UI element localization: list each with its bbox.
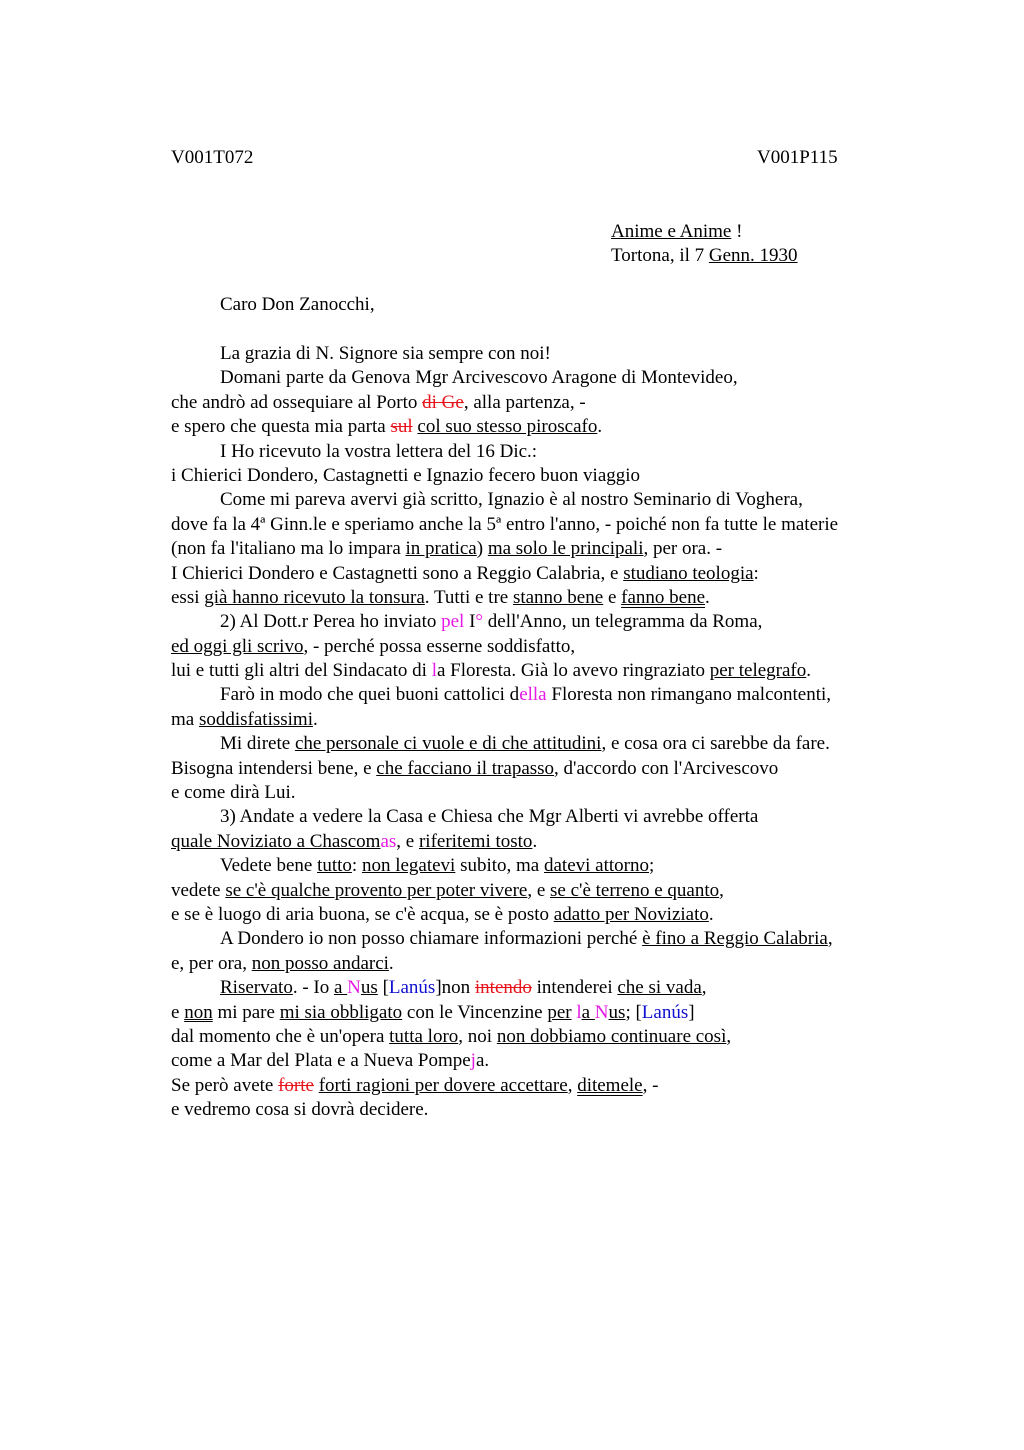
text-segment: .: [806, 660, 812, 682]
text-segment: . Tutti e tre: [424, 586, 513, 608]
salutation: Caro Don Zanocchi,: [220, 294, 375, 315]
letter-line: [171, 854, 931, 878]
text-segment: :: [351, 855, 362, 877]
text-segment: , e: [527, 879, 551, 901]
text-segment: .: [597, 416, 603, 438]
text-segment: ,: [726, 1025, 732, 1047]
letter-line: [171, 635, 931, 659]
letter-line: [171, 342, 931, 366]
letter-line: [171, 610, 931, 634]
text-segment: ella: [519, 684, 547, 706]
text-segment: I Ho ricevuto la vostra lettera del 16 Dic.:: [220, 440, 538, 462]
letter-line: [171, 952, 931, 976]
letter-line: [171, 805, 931, 829]
text-segment: , noi: [458, 1025, 497, 1047]
text-segment: Riservato: [220, 977, 293, 999]
text-segment: in pratica: [405, 538, 477, 560]
letter-line: [171, 488, 931, 512]
text-segment: as: [380, 830, 397, 852]
text-segment: 2) Al Dott.r Perea ho inviato: [220, 611, 442, 633]
letter-line: [171, 1098, 931, 1122]
text-segment: intendo: [474, 977, 532, 999]
text-segment: l: [431, 660, 437, 682]
letter-line: [171, 976, 931, 1000]
text-segment: tutta loro: [389, 1025, 459, 1047]
text-segment: che personale ci vuole e di che attitudini: [294, 733, 602, 755]
text-segment: e spero che questa mia parta: [171, 416, 391, 438]
text-segment: , d'accordo con l'Arcivescovo: [554, 757, 779, 779]
text-segment: ;: [649, 855, 655, 877]
text-segment: N: [347, 977, 361, 999]
date-underlined: Genn. 1930: [708, 245, 798, 266]
letter-title-punct: !: [731, 221, 743, 242]
text-segment: adatto per Noviziato: [553, 903, 709, 925]
text-segment: Floresta non rimangano malcontenti,: [546, 684, 832, 706]
letter-title: [611, 220, 742, 244]
text-segment: e: [603, 586, 622, 608]
letter-line: [171, 586, 931, 610]
letter-line: [171, 757, 931, 781]
text-segment: mi pare: [212, 1001, 280, 1023]
text-segment: dal momento che è un'opera: [171, 1025, 390, 1047]
text-segment: sul: [390, 416, 413, 438]
text-segment: ,: [701, 977, 707, 999]
text-segment: che facciano il trapasso: [376, 757, 555, 779]
text-segment: La grazia di N. Signore sia sempre con noi!: [220, 343, 551, 364]
text-segment: pel: [441, 611, 465, 633]
text-segment: N: [594, 1001, 609, 1023]
text-segment: se c'è terreno e quanto: [550, 879, 720, 901]
text-segment: i Chierici Dondero, Castagnetti e Ignazio fecero buon viaggio: [171, 464, 641, 486]
text-segment: col suo stesso piroscafo: [417, 416, 598, 438]
text-segment: us: [360, 977, 378, 999]
text-segment: e vedremo cosa si dovrà decidere.: [171, 1099, 429, 1121]
text-segment: ]: [688, 1001, 695, 1023]
text-segment: di Ge: [422, 391, 464, 413]
letter-line: [171, 879, 931, 903]
text-segment: A Dondero io non posso chiamare informazioni perché: [220, 928, 643, 950]
text-segment: us: [608, 1001, 626, 1023]
text-segment: Come mi pareva avervi già scritto, Ignazio è al nostro Seminario di Voghera,: [220, 489, 803, 511]
text-segment: .: [312, 708, 318, 730]
letter-line: [171, 1074, 931, 1098]
text-segment: ,: [567, 1074, 578, 1096]
text-segment: per: [547, 1001, 572, 1023]
text-segment: l: [576, 1001, 582, 1023]
letter-line: [171, 513, 931, 537]
text-segment: non legatevi: [361, 855, 456, 877]
text-segment: studiano teologia: [623, 562, 754, 584]
text-segment: .: [705, 586, 710, 608]
text-segment: Lanús: [641, 1001, 689, 1023]
letter-line: [171, 708, 931, 732]
text-segment: con le Vincenzine: [402, 1001, 548, 1023]
text-segment: non: [184, 1001, 213, 1023]
text-segment: soddisfatissimi: [198, 708, 313, 730]
text-segment: intenderei: [531, 977, 618, 999]
text-segment: °: [475, 611, 484, 633]
place-date: [611, 244, 798, 268]
text-segment: ,: [719, 879, 724, 901]
text-segment: e, per ora,: [171, 952, 252, 974]
text-segment: :: [753, 562, 759, 584]
letter-line: [171, 903, 931, 927]
text-segment: .: [708, 903, 714, 925]
text-segment: e come dirà Lui.: [171, 782, 296, 804]
text-segment: vedete: [171, 879, 226, 901]
letter-line: [171, 1049, 931, 1073]
text-segment: a: [333, 977, 348, 999]
letter-line: [171, 440, 931, 464]
text-segment: j: [470, 1050, 476, 1072]
text-segment: dove fa la 4ª Ginn.le e speriamo anche la 5ª entro l'anno, - poiché non fa tutte le materie: [171, 513, 839, 535]
letter-line: [171, 464, 931, 488]
text-segment: essi: [171, 586, 205, 608]
letter-line: [171, 781, 931, 805]
text-segment: ditemele: [577, 1074, 643, 1096]
text-segment: ): [476, 538, 488, 560]
text-segment: forte: [278, 1074, 314, 1096]
text-segment: I: [464, 611, 476, 633]
text-segment: che andrò ad ossequiare al Porto: [171, 391, 423, 413]
letter-line: [171, 830, 931, 854]
letter-line: [171, 391, 931, 415]
letter-line: [171, 415, 931, 439]
text-segment: tutto: [317, 855, 352, 877]
letter-line: [171, 562, 931, 586]
text-segment: e se è luogo di aria buona, se c'è acqua, se è posto: [171, 903, 554, 925]
text-segment: e: [171, 1001, 185, 1023]
text-segment: , e: [396, 830, 419, 852]
text-segment: non dobbiamo continuare così: [496, 1025, 727, 1047]
text-segment: ma: [171, 708, 199, 730]
text-segment: subito, ma: [455, 855, 544, 877]
text-segment: come a Mar del Plata e a Nueva Pompe: [171, 1050, 471, 1072]
text-segment: a: [581, 1001, 595, 1023]
text-segment: a Floresta. Già lo avevo ringraziato: [436, 660, 710, 682]
text-segment: non posso andarci: [251, 952, 389, 974]
letter-line: [171, 732, 931, 756]
text-segment: riferitemi tosto: [418, 830, 533, 852]
text-segment: già hanno ricevuto la tonsura: [204, 586, 425, 608]
text-segment: per telegrafo: [709, 660, 807, 682]
text-segment: .: [388, 952, 394, 974]
text-segment: , per ora. -: [643, 538, 723, 560]
text-segment: , e cosa ora ci sarebbe da fare.: [601, 733, 830, 755]
text-segment: ed oggi gli scrivo: [171, 635, 304, 657]
document-code-right: V001P115: [757, 147, 838, 168]
text-segment: ma solo le principali: [487, 538, 644, 560]
text-segment: quale Noviziato a Chascom: [171, 830, 381, 852]
text-segment: dell'Anno, un telegramma da Roma,: [483, 611, 763, 633]
text-segment: stanno bene: [512, 586, 604, 608]
text-segment: Se però avete: [171, 1074, 279, 1096]
letter-body: [171, 342, 931, 1123]
text-segment: , - perché possa esserne soddisfatto,: [303, 635, 576, 657]
text-segment: , alla partenza, -: [463, 391, 586, 413]
letter-line: [171, 366, 931, 390]
letter-line: [171, 683, 931, 707]
text-segment: , -: [642, 1074, 659, 1096]
text-segment: .: [532, 830, 538, 852]
text-segment: che si vada: [617, 977, 702, 999]
text-segment: 3) Andate a vedere la Casa e Chiesa che Mgr Alberti vi avrebbe offerta: [220, 806, 759, 828]
text-segment: (non fa l'italiano ma lo impara: [171, 538, 406, 560]
text-segment: è fino a Reggio Calabria: [642, 928, 828, 950]
text-segment: ]non: [435, 977, 475, 999]
text-segment: Farò in modo che quei buoni cattolici d: [220, 684, 520, 706]
letter-title-text: Anime e Anime: [611, 221, 732, 242]
text-segment: I Chierici Dondero e Castagnetti sono a Reggio Calabria, e: [171, 562, 624, 584]
letter-line: [171, 1001, 931, 1025]
text-segment: datevi attorno: [544, 855, 649, 877]
place-date-prefix: Tortona, il 7: [611, 245, 709, 266]
text-segment: Vedete bene: [220, 855, 318, 877]
text-segment: ,: [827, 928, 833, 950]
text-segment: . - Io: [292, 977, 334, 999]
text-segment: Bisogna intendersi bene, e: [171, 757, 377, 779]
text-segment: mi sia obbligato: [279, 1001, 403, 1023]
text-segment: lui e tutti gli altri del Sindacato di: [171, 660, 432, 682]
text-segment: ; [: [625, 1001, 642, 1023]
text-segment: [: [377, 977, 389, 999]
text-segment: Domani parte da Genova Mgr Arcivescovo Aragone di Montevideo,: [220, 367, 738, 389]
document-code-left: V001T072: [171, 147, 254, 168]
text-segment: Lanús: [388, 977, 436, 999]
letter-line: [171, 1025, 931, 1049]
text-segment: fanno bene: [621, 586, 706, 608]
text-segment: forti ragioni per dovere accettare: [318, 1074, 568, 1096]
text-segment: se c'è qualche provento per poter vivere: [225, 879, 528, 901]
text-segment: Mi direte: [220, 733, 295, 755]
letter-line: [171, 659, 931, 683]
text-segment: a.: [475, 1050, 490, 1072]
letter-line: [171, 927, 931, 951]
letter-line: [171, 537, 931, 561]
